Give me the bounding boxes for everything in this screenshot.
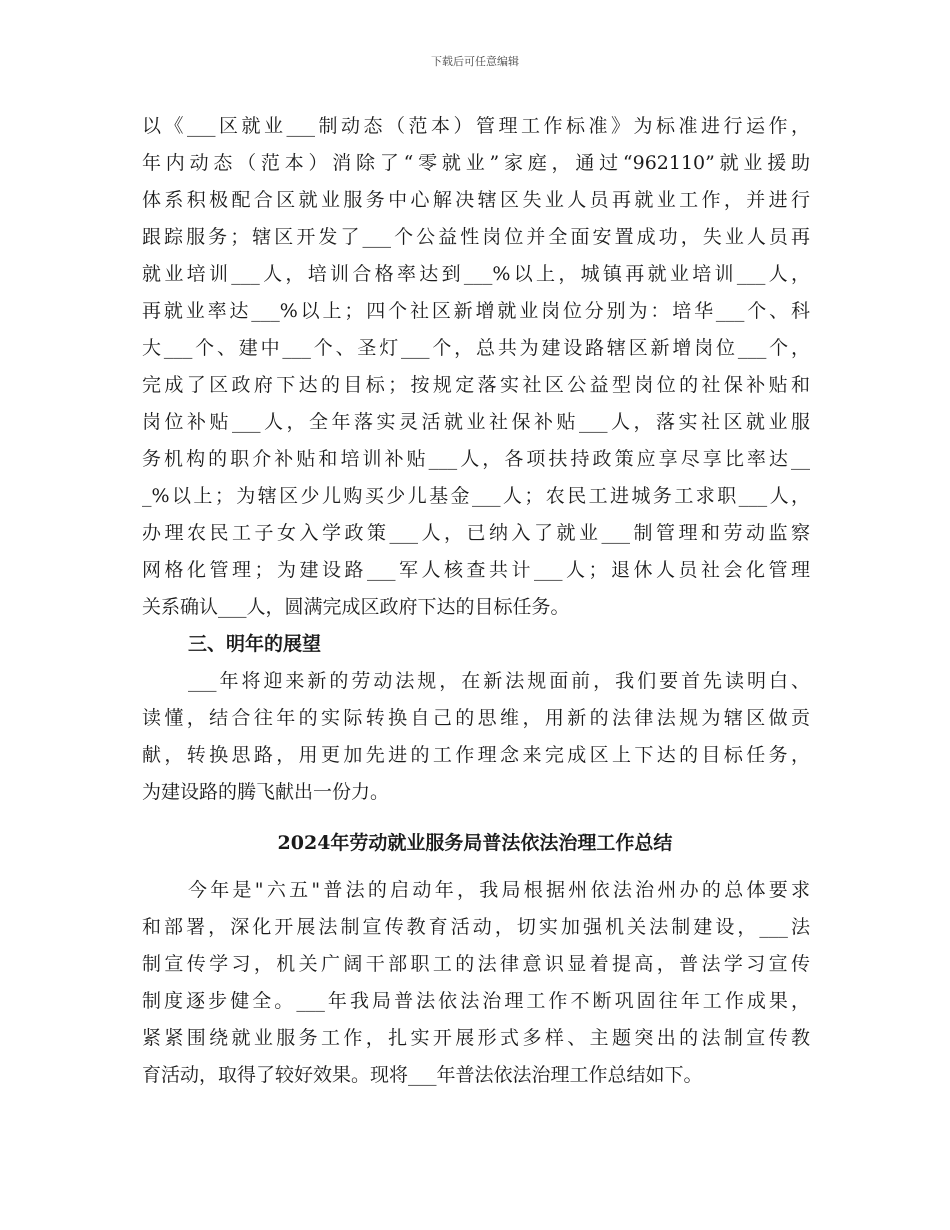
body-line: 体系积极配合区就业服务中心解决辖区失业人员再就业工作，并进行 <box>142 189 810 211</box>
body-line: ___年将迎来新的劳动法规，在新法规面前，我们要首先读明白、 <box>188 670 810 692</box>
document-title: 2024年劳动就业服务局普法依法治理工作总结 <box>277 832 673 854</box>
body-line: 再就业率达___%以上；四个社区新增就业岗位分别为：培华___个、科 <box>142 300 810 322</box>
body-line: 和部署，深化开展法制宣传教育活动，切实加强机关法制建设，___法 <box>142 916 810 938</box>
body-line: 务机构的职介补贴和培训补贴___人，各项扶持政策应享尽享比率达__ <box>142 448 810 470</box>
body-line: 读懂，结合往年的实际转换自己的思维，用新的法律法规为辖区做贡 <box>142 707 810 729</box>
body-line: 大___个、建中___个、圣灯___个，总共为建设路辖区新增岗位___个， <box>142 337 810 359</box>
body-line: 制度逐步健全。___年我局普法依法治理工作不断巩固往年工作成果， <box>142 990 810 1012</box>
body-line: 今年是"六五"普法的启动年，我局根据州依法治州办的总体要求 <box>188 879 810 901</box>
section-heading: 三、明年的展望 <box>188 633 322 655</box>
body-line: _%以上；为辖区少儿购买少儿基金___人；农民工进城务工求职___人， <box>142 485 810 507</box>
page-header-note: 下载后可任意编辑 <box>431 55 519 68</box>
body-line: 岗位补贴___人，全年落实灵活就业社保补贴___人，落实社区就业服 <box>142 411 810 433</box>
body-line: 紧紧围绕就业服务工作，扎实开展形式多样、主题突出的法制宣传教 <box>142 1027 810 1049</box>
body-line: 网格化管理；为建设路___军人核查共计___人；退休人员社会化管理 <box>142 559 810 581</box>
body-line: 就业培训___人，培训合格率达到___%以上，城镇再就业培训___人， <box>142 263 810 285</box>
body-line: 育活动，取得了较好效果。现将___年普法依法治理工作总结如下。 <box>142 1064 703 1086</box>
body-line: 制宣传学习，机关广阔干部职工的法律意识显着提高，普法学习宣传 <box>142 953 810 975</box>
body-line: 跟踪服务；辖区开发了___个公益性岗位并全面安置成功，失业人员再 <box>142 226 810 248</box>
body-line: 办理农民工子女入学政策___人，已纳入了就业___制管理和劳动监察 <box>142 522 810 544</box>
body-line: 年内动态（范本）消除了“零就业”家庭，通过“962110”就业援助 <box>142 152 810 174</box>
body-line: 献，转换思路，用更加先进的工作理念来完成区上下达的目标任务， <box>142 744 810 766</box>
body-line: 完成了区政府下达的目标；按规定落实社区公益型岗位的社保补贴和 <box>142 374 810 396</box>
body-line: 关系确认___人，圆满完成区政府下达的目标任务。 <box>142 596 570 618</box>
body-line: 为建设路的腾飞献出一份力。 <box>142 781 390 803</box>
body-line: 以《___区就业___制动态（范本）管理工作标准》为标准进行运作， <box>142 115 810 137</box>
